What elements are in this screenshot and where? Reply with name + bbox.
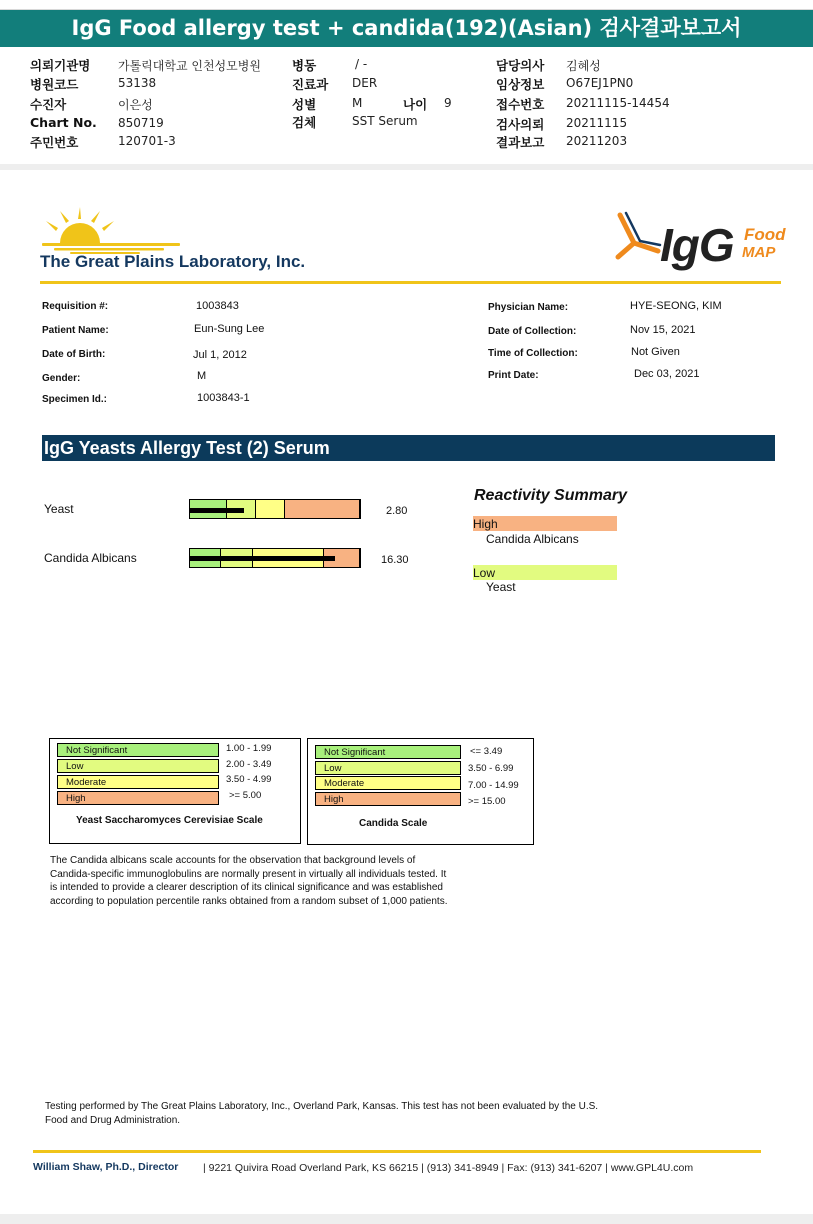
footer-director: William Shaw, Ph.D., Director [33, 1161, 179, 1173]
report-title: IgG Food allergy test + candida(192)(Asian) 검사결과보고서 [0, 10, 813, 47]
gauge-marker [190, 508, 244, 513]
resident-label: 주민번호 [30, 135, 79, 150]
candida-scale-high: High [315, 792, 461, 806]
candida-range-moderate: 7.00 - 14.99 [468, 780, 519, 791]
candida-note [50, 854, 447, 908]
clinical-value: O67EJ1PN0 [566, 76, 634, 90]
gauge-candida [189, 548, 361, 568]
logo-map: MAP [742, 244, 776, 261]
collection-date-label: Date of Collection: [488, 326, 577, 337]
disclaimer-line: Food and Drug Administration. [45, 1115, 181, 1126]
result-name-candida: Candida Albicans [44, 551, 137, 565]
collection-time-value: Not Given [631, 346, 680, 358]
patient-label: 수진자 [30, 97, 67, 112]
disclaimer [45, 1100, 598, 1128]
request-value: 20211115 [566, 116, 628, 130]
gender-label: Gender: [42, 373, 81, 384]
bottom-band [0, 1214, 813, 1224]
reactivity-title: Reactivity Summary [474, 487, 627, 504]
reactivity-low-item: Yeast [486, 580, 516, 594]
footer-gold-divider [33, 1150, 761, 1153]
code-label: 병원코드 [30, 77, 79, 92]
dob-value: Jul 1, 2012 [193, 349, 247, 361]
print-date-value: Dec 03, 2021 [634, 368, 700, 380]
candida-range-high: >= 15.00 [468, 796, 506, 807]
doctor-label: 담당의사 [496, 58, 545, 73]
doctor-value: 김혜성 [566, 59, 601, 73]
hospital-label: 의뢰기관명 [30, 58, 91, 73]
specimen-value: SST Serum [352, 114, 418, 128]
gauge-seg-high [285, 500, 360, 518]
hospital-value: 가톨릭대학교 인천성모병원 [118, 59, 261, 73]
yeast-range-high: >= 5.00 [229, 790, 262, 801]
antibody-icon [612, 207, 662, 265]
yeast-scale-not-significant: Not Significant [57, 743, 219, 757]
candida-scale-not-significant: Not Significant [315, 745, 461, 759]
gold-divider [40, 281, 781, 284]
yeast-range-low: 2.00 - 3.49 [226, 759, 272, 770]
result-value-yeast: 2.80 [386, 505, 408, 517]
ward-value: / - [355, 57, 368, 71]
candida-range-low: 3.50 - 6.99 [468, 763, 514, 774]
yeast-scale-moderate: Moderate [57, 775, 219, 789]
gauge-marker [190, 556, 335, 561]
reactivity-high-label: High [473, 516, 617, 531]
sun-logo-icon [40, 205, 185, 255]
age-value: 9 [444, 96, 452, 110]
dept-value: DER [352, 76, 378, 90]
header-separator [0, 164, 813, 170]
receipt-value: 20211115-14454 [566, 96, 670, 110]
age-label: 나이 [403, 97, 428, 112]
print-date-label: Print Date: [488, 370, 539, 381]
resident-value: 120701-3 [118, 134, 176, 148]
logo-igg: IgG [660, 219, 734, 271]
dob-label: Date of Birth: [42, 349, 106, 360]
gender-value: M [197, 370, 207, 382]
yeast-scale-high: High [57, 791, 219, 805]
chart-value: 850719 [118, 116, 164, 130]
receipt-label: 접수번호 [496, 97, 545, 112]
candida-scale-low: Low [315, 761, 461, 775]
footer-address: | 9221 Quivira Road Overland Park, KS 66215 | (913) 341-8949 | Fax: (913) 341-6207 | www.GPL4U.com [203, 1162, 694, 1174]
note-line: according to population percentile ranks obtained from a random subset of 1,000 patients. [50, 895, 448, 907]
clinical-label: 임상정보 [496, 77, 545, 92]
sex-value: M [352, 96, 363, 110]
yeast-range-moderate: 3.50 - 4.99 [226, 774, 272, 785]
patient-name-value: Eun-Sung Lee [194, 323, 265, 335]
candida-range-not-significant: <= 3.49 [470, 746, 503, 757]
chart-label: Chart No. [30, 115, 97, 130]
dept-label: 진료과 [292, 77, 329, 92]
gauge-seg-moderate [256, 500, 285, 518]
disclaimer-line: Testing performed by The Great Plains Laboratory, Inc., Overland Park, Kansas. This test has not been evaluated by the U.S. [45, 1101, 599, 1112]
patient-value: 이은성 [118, 98, 153, 112]
specimen-label: 검체 [292, 115, 317, 130]
section-title: IgG Yeasts Allergy Test (2) Serum [42, 435, 775, 461]
candida-scale-title: Candida Scale [359, 818, 428, 829]
result-name-yeast: Yeast [44, 502, 74, 516]
report-label: 결과보고 [496, 135, 545, 150]
yeast-scale-title: Yeast Saccharomyces Cerevisiae Scale [76, 815, 263, 826]
specimen-id-label: Specimen Id.: [42, 394, 108, 405]
physician-label: Physician Name: [488, 302, 569, 313]
yeast-range-not-significant: 1.00 - 1.99 [226, 743, 272, 754]
reactivity-low-label: Low [473, 565, 617, 580]
note-line: is intended to provide a clearer description of its clinical significance and was established [50, 882, 443, 893]
sex-label: 성별 [292, 97, 317, 112]
specimen-id-value: 1003843-1 [197, 392, 250, 404]
reactivity-high-item: Candida Albicans [486, 532, 579, 546]
logo-food: Food [744, 225, 786, 244]
code-value: 53138 [118, 76, 157, 90]
request-label: 검사의뢰 [496, 117, 545, 132]
yeast-scale-low: Low [57, 759, 219, 773]
gauge-yeast [189, 499, 361, 519]
collection-date-value: Nov 15, 2021 [630, 324, 696, 336]
candida-scale-moderate: Moderate [315, 776, 461, 790]
report-value: 20211203 [566, 134, 628, 148]
lab-name: The Great Plains Laboratory, Inc. [40, 252, 306, 271]
top-border [0, 0, 813, 10]
result-value-candida: 16.30 [381, 554, 409, 566]
physician-value: HYE-SEONG, KIM [630, 300, 722, 312]
patient-name-label: Patient Name: [42, 325, 109, 336]
note-line: The Candida albicans scale accounts for the observation that background levels of [50, 855, 416, 866]
requisition-value: 1003843 [196, 300, 239, 312]
requisition-label: Requisition #: [42, 301, 109, 312]
ward-label: 병동 [292, 58, 317, 73]
note-line: Candida-specific immunoglobulins are normally present in virtually all individuals tested. It [50, 868, 447, 880]
collection-time-label: Time of Collection: [488, 348, 578, 359]
